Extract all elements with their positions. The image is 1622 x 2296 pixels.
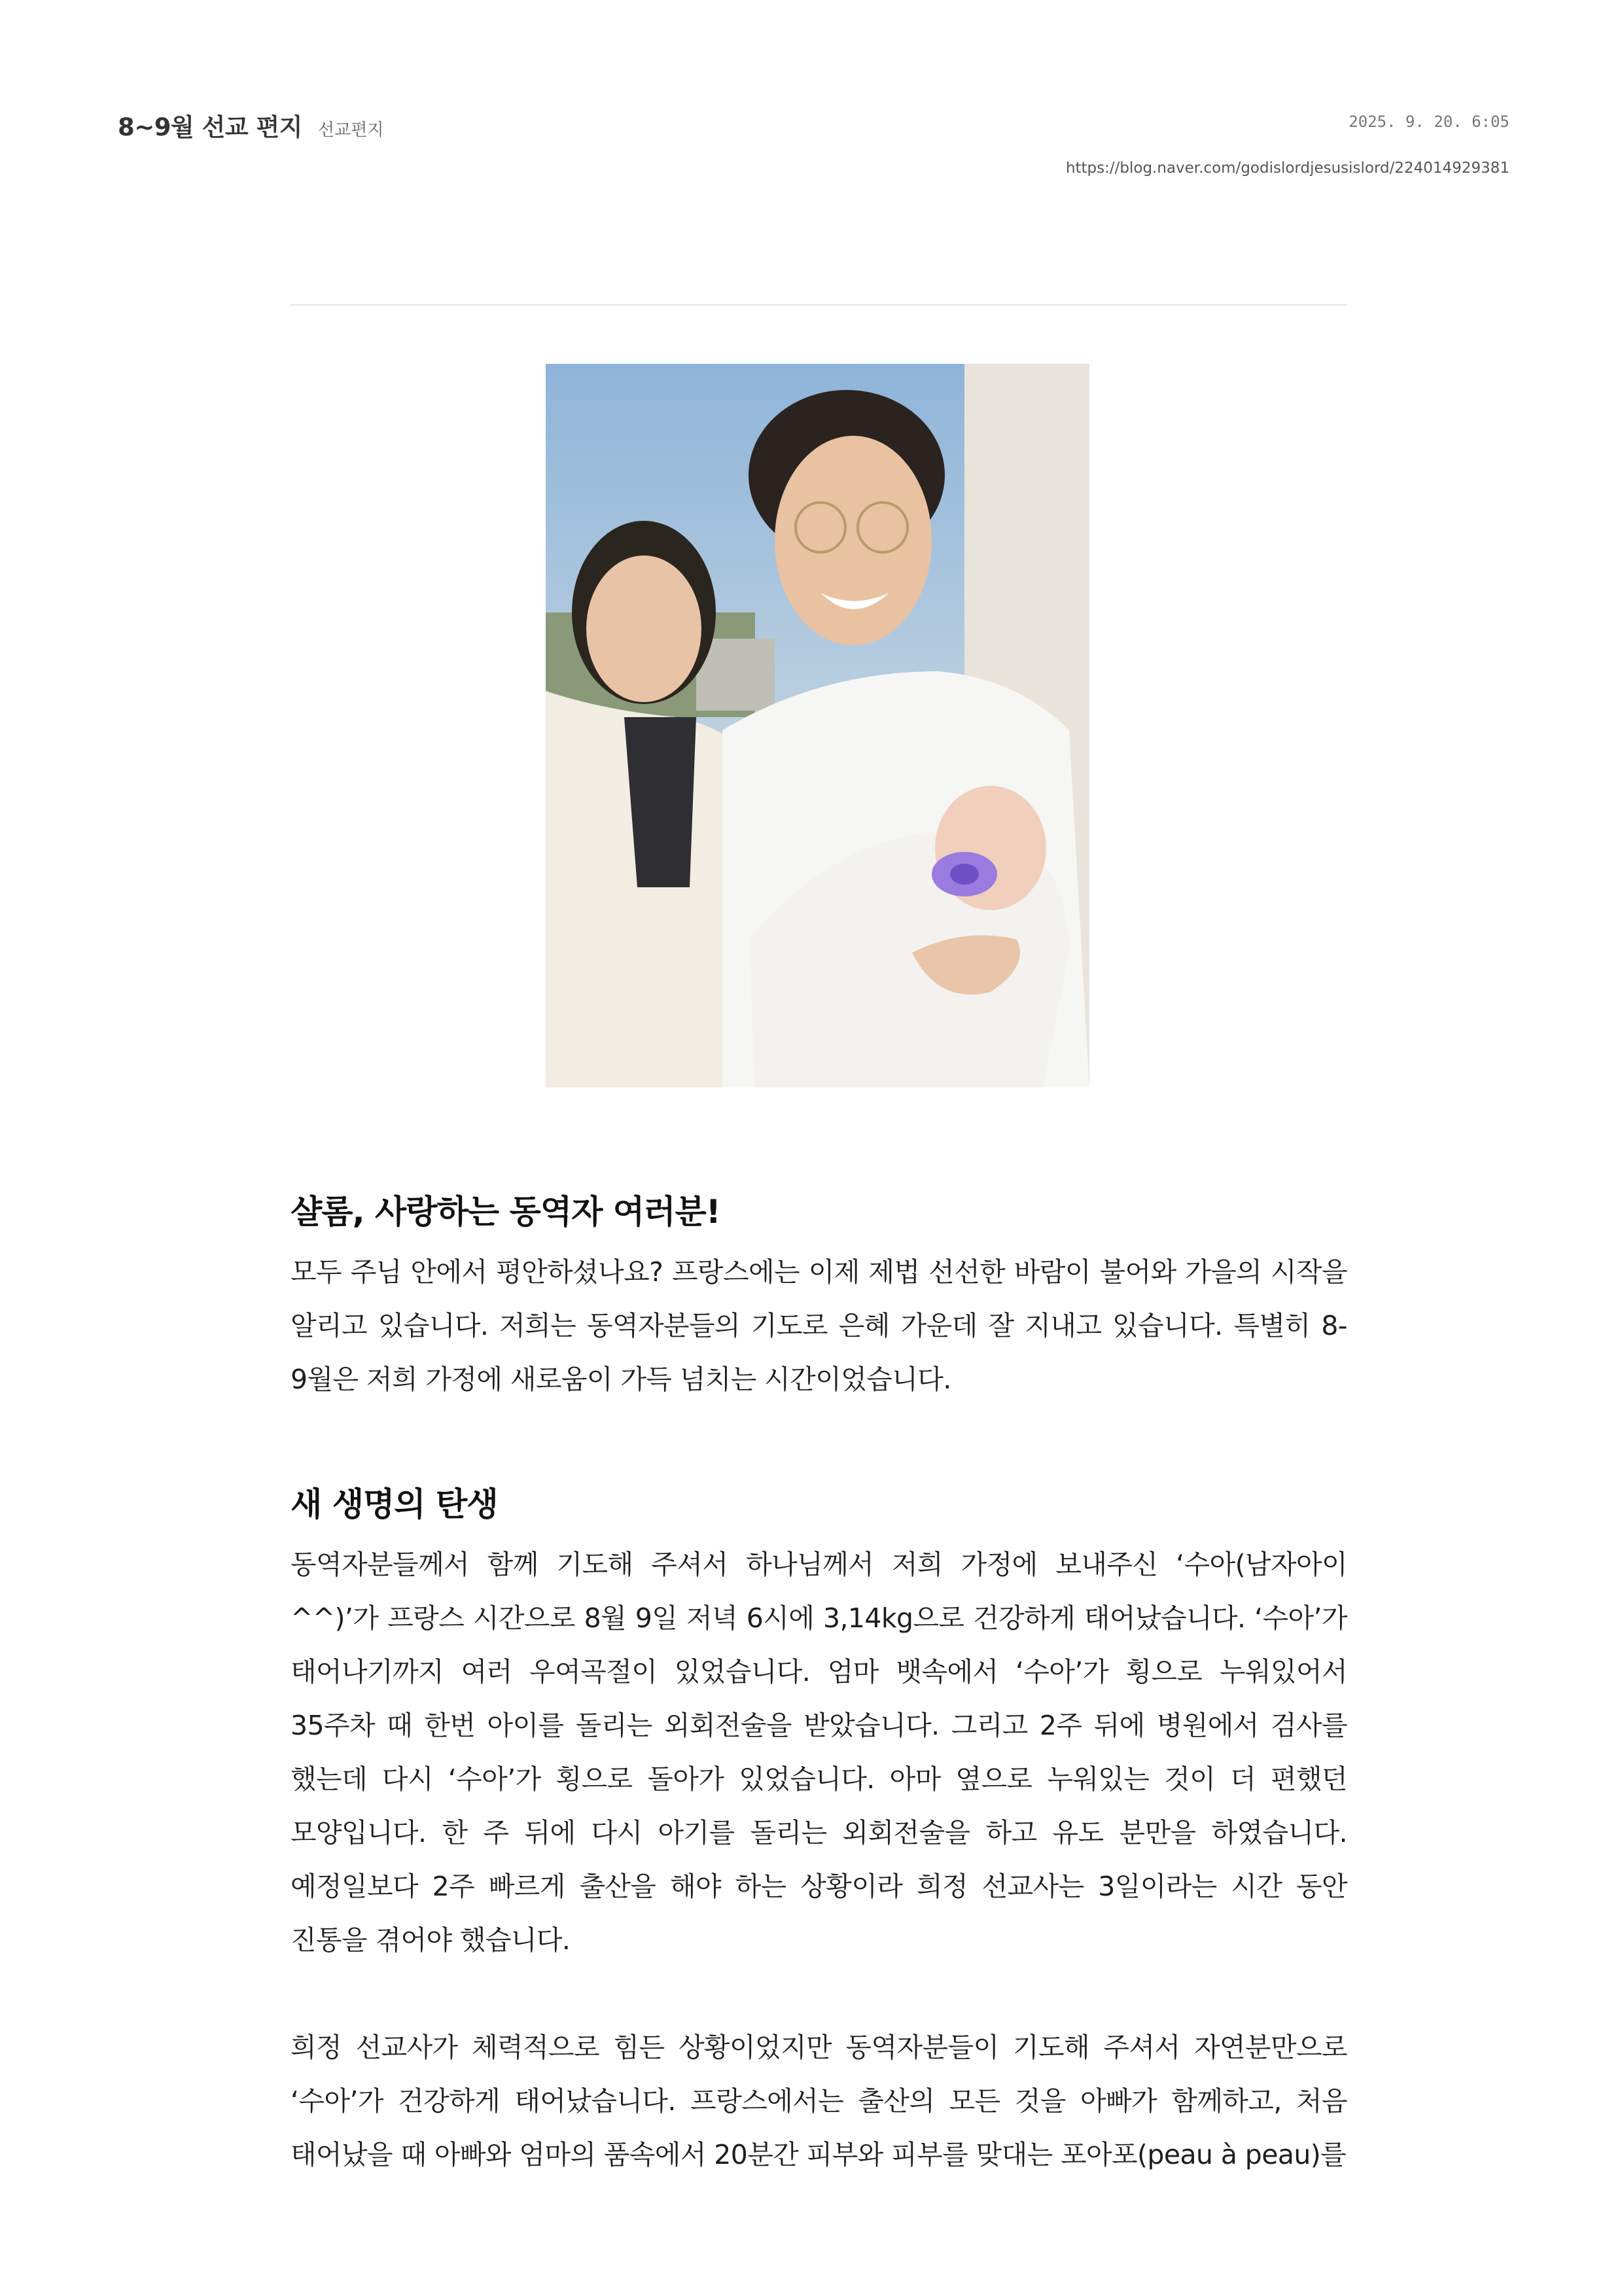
paragraph: 동역자분들께서 함께 기도해 주셔서 하나님께서 저희 가정에 보내주신 ‘수아(남자아이^^)’가 프랑스 시간으로 8월 9일 저녁 6시에 3,14kg으로 건강하게 태어났습니다. ‘수아’가 태어나기까지 여러 우여곡절이 있었습니다. 엄마 뱃속에서 ‘수아’가 횡으로 누워있어서 35주차 때 한번 아이를 돌리는 외회전술을 받았습니다. 그리고 2주 뒤에 병원에서 검사를 했는데 다시 ‘수아’가 횡으로 돌아가 있었습니다. 아마 옆으로 누워있는 것이 더 편했던 모양입니다. 한 주 뒤에 다시 아기를 돌리는 외회전술을 하고 유도 분만을 하였습니다. 예정일보다 2주 빠르게 출산을 해야 하는 상황이라 희정 선교사는 3일이라는 시간 동안 진통을 겪어야 했습니다. — [291, 1549, 1347, 1956]
spacer — [291, 1406, 1347, 1483]
header-category[interactable]: 선교편지 — [318, 120, 384, 140]
header-title: 8~9월 선교 편지 — [118, 113, 302, 141]
section-heading-greeting: 샬롬, 사랑하는 동역자 여러분! — [291, 1193, 720, 1231]
paragraph: 모두 주님 안에서 평안하셨나요? 프랑스에는 이제 제법 선선한 바람이 불어와 가을의 시작을 알리고 있습니다. 저희는 동역자분들의 기도로 은혜 가운데 잘 지내고 있습니다. 특별히 8-9월은 저희 가정에 새로움이 가득 넘치는 시간이었습니다. — [291, 1256, 1347, 1395]
header-url[interactable]: https://blog.naver.com/godislordjesusislord/224014929381 — [1065, 160, 1509, 177]
paragraph: 희정 선교사가 체력적으로 힘든 상황이었지만 동역자분들이 기도해 주셔서 자연분만으로 ‘수아’가 건강하게 태어났습니다. 프랑스에서는 출산의 모든 것을 아빠가 함께하고, 처음 태어났을 때 아빠와 엄마의 품속에서 20분간 피부와 피부를 맞대는 포아포(peau à peau)를 — [291, 2032, 1347, 2170]
header-date: 2025. 9. 20. 6:05 — [1349, 113, 1509, 131]
section-heading-birth: 새 생명의 탄생 — [291, 1485, 498, 1523]
family-photo — [546, 364, 1089, 1087]
article-body — [291, 1191, 1347, 2181]
divider — [291, 304, 1347, 306]
spacer — [291, 1967, 1347, 2021]
